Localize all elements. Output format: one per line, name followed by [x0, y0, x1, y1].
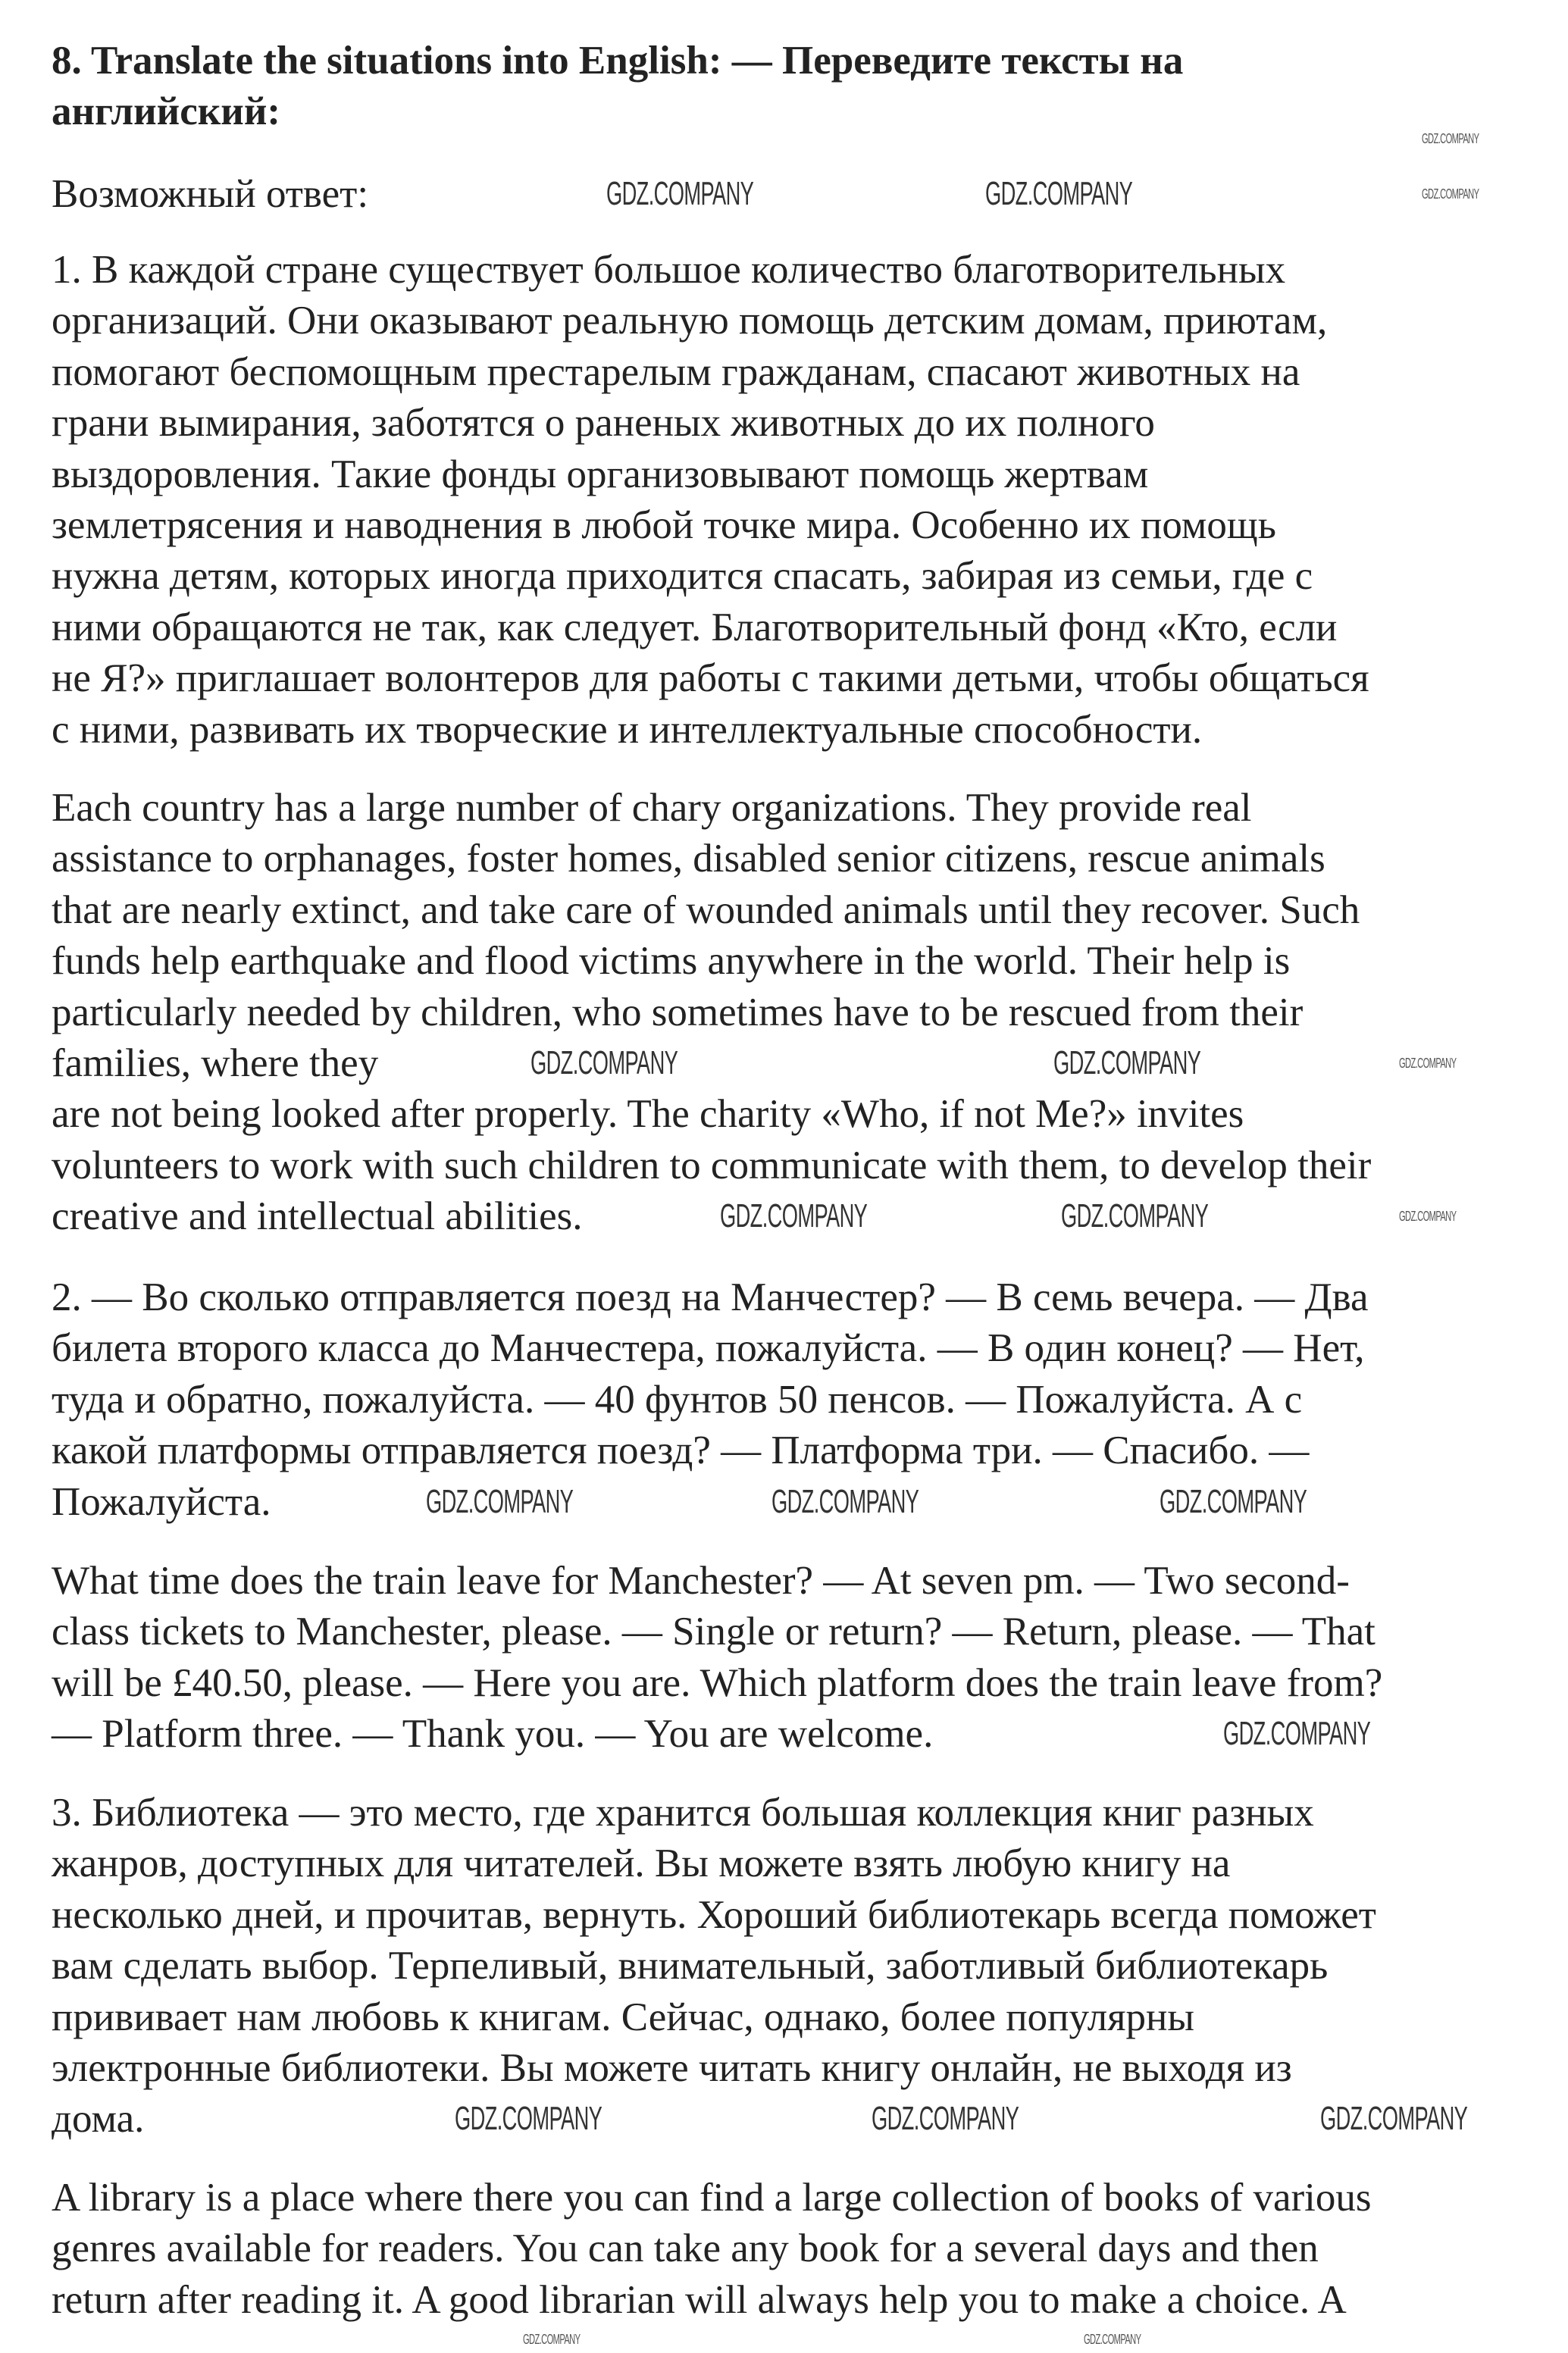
text-line: выздоровления. Такие фонды организовывают помощь жертвам — [52, 452, 1149, 496]
watermark: GDZ.COMPANY — [606, 175, 754, 212]
text-line: помогают беспомощным престарелым гражданам, спасают животных на — [52, 349, 1300, 394]
text-line: несколько дней, и прочитав, вернуть. Хороший библиотекарь всегда поможет — [52, 1892, 1376, 1937]
text-line: genres available for readers. You can take any book for a several days and then — [52, 2226, 1319, 2271]
text-line: какой платформы отправляется поезд? — Платформа три. — Спасибо. — — [52, 1428, 1310, 1473]
text-line: прививает нам любовь к книгам. Сейчас, однако, более популярны — [52, 1995, 1194, 2039]
text-line: What time does the train leave for Manchester? — At seven pm. — Two second- — [52, 1559, 1350, 1603]
watermark: GDZ.COMPANY — [426, 1483, 574, 1520]
text-line: жанров, доступных для читателей. Вы можете взять любую книгу на — [52, 1841, 1231, 1886]
watermark: GDZ.COMPANY — [1399, 1209, 1457, 1224]
text-line: Each country has a large number of chary organizations. They provide real — [52, 786, 1252, 830]
text-line: are not being looked after properly. The charity «Who, if not Me?» invites — [52, 1092, 1244, 1137]
watermark: GDZ.COMPANY — [985, 175, 1133, 212]
paragraph-1-russian — [52, 245, 1369, 756]
text-line: не Я?» приглашает волонтеров для работы с такими детьми, чтобы общаться — [52, 656, 1369, 701]
text-line: дома. — [52, 2097, 145, 2142]
text-line: will be £40.50, please. — Here you are. Which platform does the train leave from? — [52, 1660, 1383, 1705]
watermark: GDZ.COMPANY — [1399, 1056, 1457, 1071]
text-line: 1. В каждой стране существует большое количество благотворительных — [52, 248, 1286, 292]
text-line: с ними, развивать их творческие и интеллектуальные способности. — [52, 707, 1203, 752]
text-line: вам сделать выбор. Терпеливый, внимательный, заботливый библиотекарь — [52, 1944, 1329, 1988]
text-line: землетрясения и наводнения в любой точке мира. Особенно их помощь — [52, 503, 1276, 548]
paragraph-3-english — [52, 2173, 1372, 2326]
watermark: GDZ.COMPANY — [1160, 1483, 1307, 1520]
watermark: GDZ.COMPANY — [1223, 1715, 1371, 1752]
text-line: Пожалуйста. — [52, 1479, 271, 1524]
text-line: 8. Translate the situations into English: — Переведите тексты на — [52, 39, 1184, 83]
text-line: funds help earthquake and flood victims anywhere in the world. Their help is — [52, 939, 1291, 984]
answer-label: Возможный ответ: — [52, 172, 369, 216]
watermark: GDZ.COMPANY — [1320, 2100, 1468, 2137]
watermark: GDZ.COMPANY — [720, 1197, 868, 1234]
watermark: GDZ.COMPANY — [455, 2100, 602, 2137]
watermark: GDZ.COMPANY — [523, 2332, 581, 2347]
text-line: particularly needed by children, who sometimes have to be rescued from their — [52, 990, 1304, 1034]
text-line: assistance to orphanages, foster homes, disabled senior citizens, rescue animals — [52, 837, 1325, 881]
text-line: английский: — [52, 89, 281, 134]
paragraph-2-english — [52, 1556, 1382, 1760]
text-line: that are nearly extinct, and take care of wounded animals until they recover. Such — [52, 887, 1360, 932]
paragraph-1-english — [52, 783, 1371, 1243]
text-line: — Platform three. — Thank you. — You are welcome. — [52, 1712, 934, 1757]
text-line: ними обращаются не так, как следует. Благотворительный фонд «Кто, если — [52, 605, 1338, 649]
text-line: volunteers to work with such children to communicate with them, to develop their — [52, 1143, 1372, 1187]
watermark: GDZ.COMPANY — [872, 2100, 1019, 2137]
text-line: электронные библиотеки. Вы можете читать книгу онлайн, не выходя из — [52, 2046, 1292, 2091]
watermark: GDZ.COMPANY — [771, 1483, 919, 1520]
watermark: GDZ.COMPANY — [1422, 186, 1479, 202]
text-line: class tickets to Manchester, please. — Single or return? — Return, please. — That — [52, 1610, 1376, 1654]
watermark: GDZ.COMPANY — [1053, 1044, 1201, 1081]
text-line: 3. Библиотека — это место, где хранится большая коллекция книг разных — [52, 1791, 1314, 1835]
paragraph-3-russian — [52, 1788, 1376, 2145]
watermark: GDZ.COMPANY — [1061, 1197, 1209, 1234]
watermark: GDZ.COMPANY — [1084, 2332, 1141, 2347]
text-line: туда и обратно, пожалуйста. — 40 фунтов 50 пенсов. — Пожалуйста. А с — [52, 1377, 1303, 1422]
text-line: creative and intellectual abilities. — [52, 1194, 583, 1239]
watermark: GDZ.COMPANY — [530, 1044, 678, 1081]
text-line: return after reading it. A good librarian will always help you to make a choice. A — [52, 2277, 1347, 2322]
text-line: A library is a place where there you can find a large collection of books of various — [52, 2176, 1372, 2220]
exercise-title — [52, 36, 1183, 138]
text-line: нужна детям, которых иногда приходится спасать, забирая из семьи, где с — [52, 554, 1313, 599]
text-line: грани вымирания, заботятся о раненых животных до их полного — [52, 401, 1155, 446]
text-line: 2. — Во сколько отправляется поезд на Манчестер? — В семь вечера. — Два — [52, 1275, 1369, 1319]
text-line: families, where they — [52, 1041, 379, 1086]
text-line: организаций. Они оказывают реальную помощь детским домам, приютам, — [52, 299, 1328, 343]
text-line: билета второго класса до Манчестера, пожалуйста. — В один конец? — Нет, — [52, 1326, 1365, 1371]
watermark: GDZ.COMPANY — [1422, 131, 1479, 146]
